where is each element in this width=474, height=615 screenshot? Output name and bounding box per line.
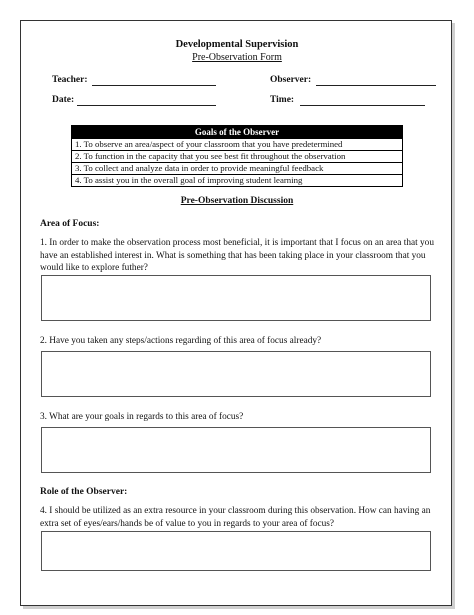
goal-item: 1. To observe an area/aspect of your classroom that you have predetermined (72, 139, 403, 151)
date-label: Date: (52, 95, 75, 105)
observer-label: Observer: (270, 75, 312, 85)
teacher-field[interactable] (92, 85, 216, 86)
form-page (20, 20, 452, 606)
time-field[interactable] (300, 105, 425, 106)
answer-box-3[interactable] (41, 427, 431, 473)
goal-item: 2. To function in the capacity that you see best fit throughout the observation (72, 151, 403, 163)
answer-box-1[interactable] (41, 275, 431, 321)
area-of-focus-heading: Area of Focus: (40, 219, 100, 229)
question-2: 2. Have you taken any steps/actions regarding of this area of focus already? (40, 336, 322, 346)
answer-box-4[interactable] (41, 531, 431, 571)
goals-table (71, 125, 403, 187)
date-field[interactable] (77, 105, 216, 106)
goals-header: Goals of the Observer (72, 126, 403, 139)
role-of-observer-heading: Role of the Observer: (40, 487, 128, 497)
form-title: Developmental Supervision (175, 39, 299, 50)
time-label: Time: (270, 95, 295, 105)
question-1: 1. In order to make the observation process most beneficial, it is important that I focus on an area that you have an established interest in. What is something that has been taking place in your classroom that you would like to explore futher? (40, 238, 434, 273)
form-subtitle: Pre-Observation Form (192, 52, 282, 63)
goal-item: 4. To assist you in the overall goal of improving student learning (72, 175, 403, 187)
discussion-heading: Pre-Observation Discussion (180, 196, 294, 206)
question-4: 4. I should be utilized as an extra resource in your classroom during this observation. How can having an extra set of eyes/ears/hands be of value to you in regards to your area of focus? (40, 506, 431, 529)
answer-box-2[interactable] (41, 351, 431, 397)
goal-item: 3. To collect and analyze data in order to provide meaningful feedback (72, 163, 403, 175)
observer-field[interactable] (316, 85, 436, 86)
teacher-label: Teacher: (52, 75, 88, 85)
question-3: 3. What are your goals in regards to this area of focus? (40, 412, 244, 422)
